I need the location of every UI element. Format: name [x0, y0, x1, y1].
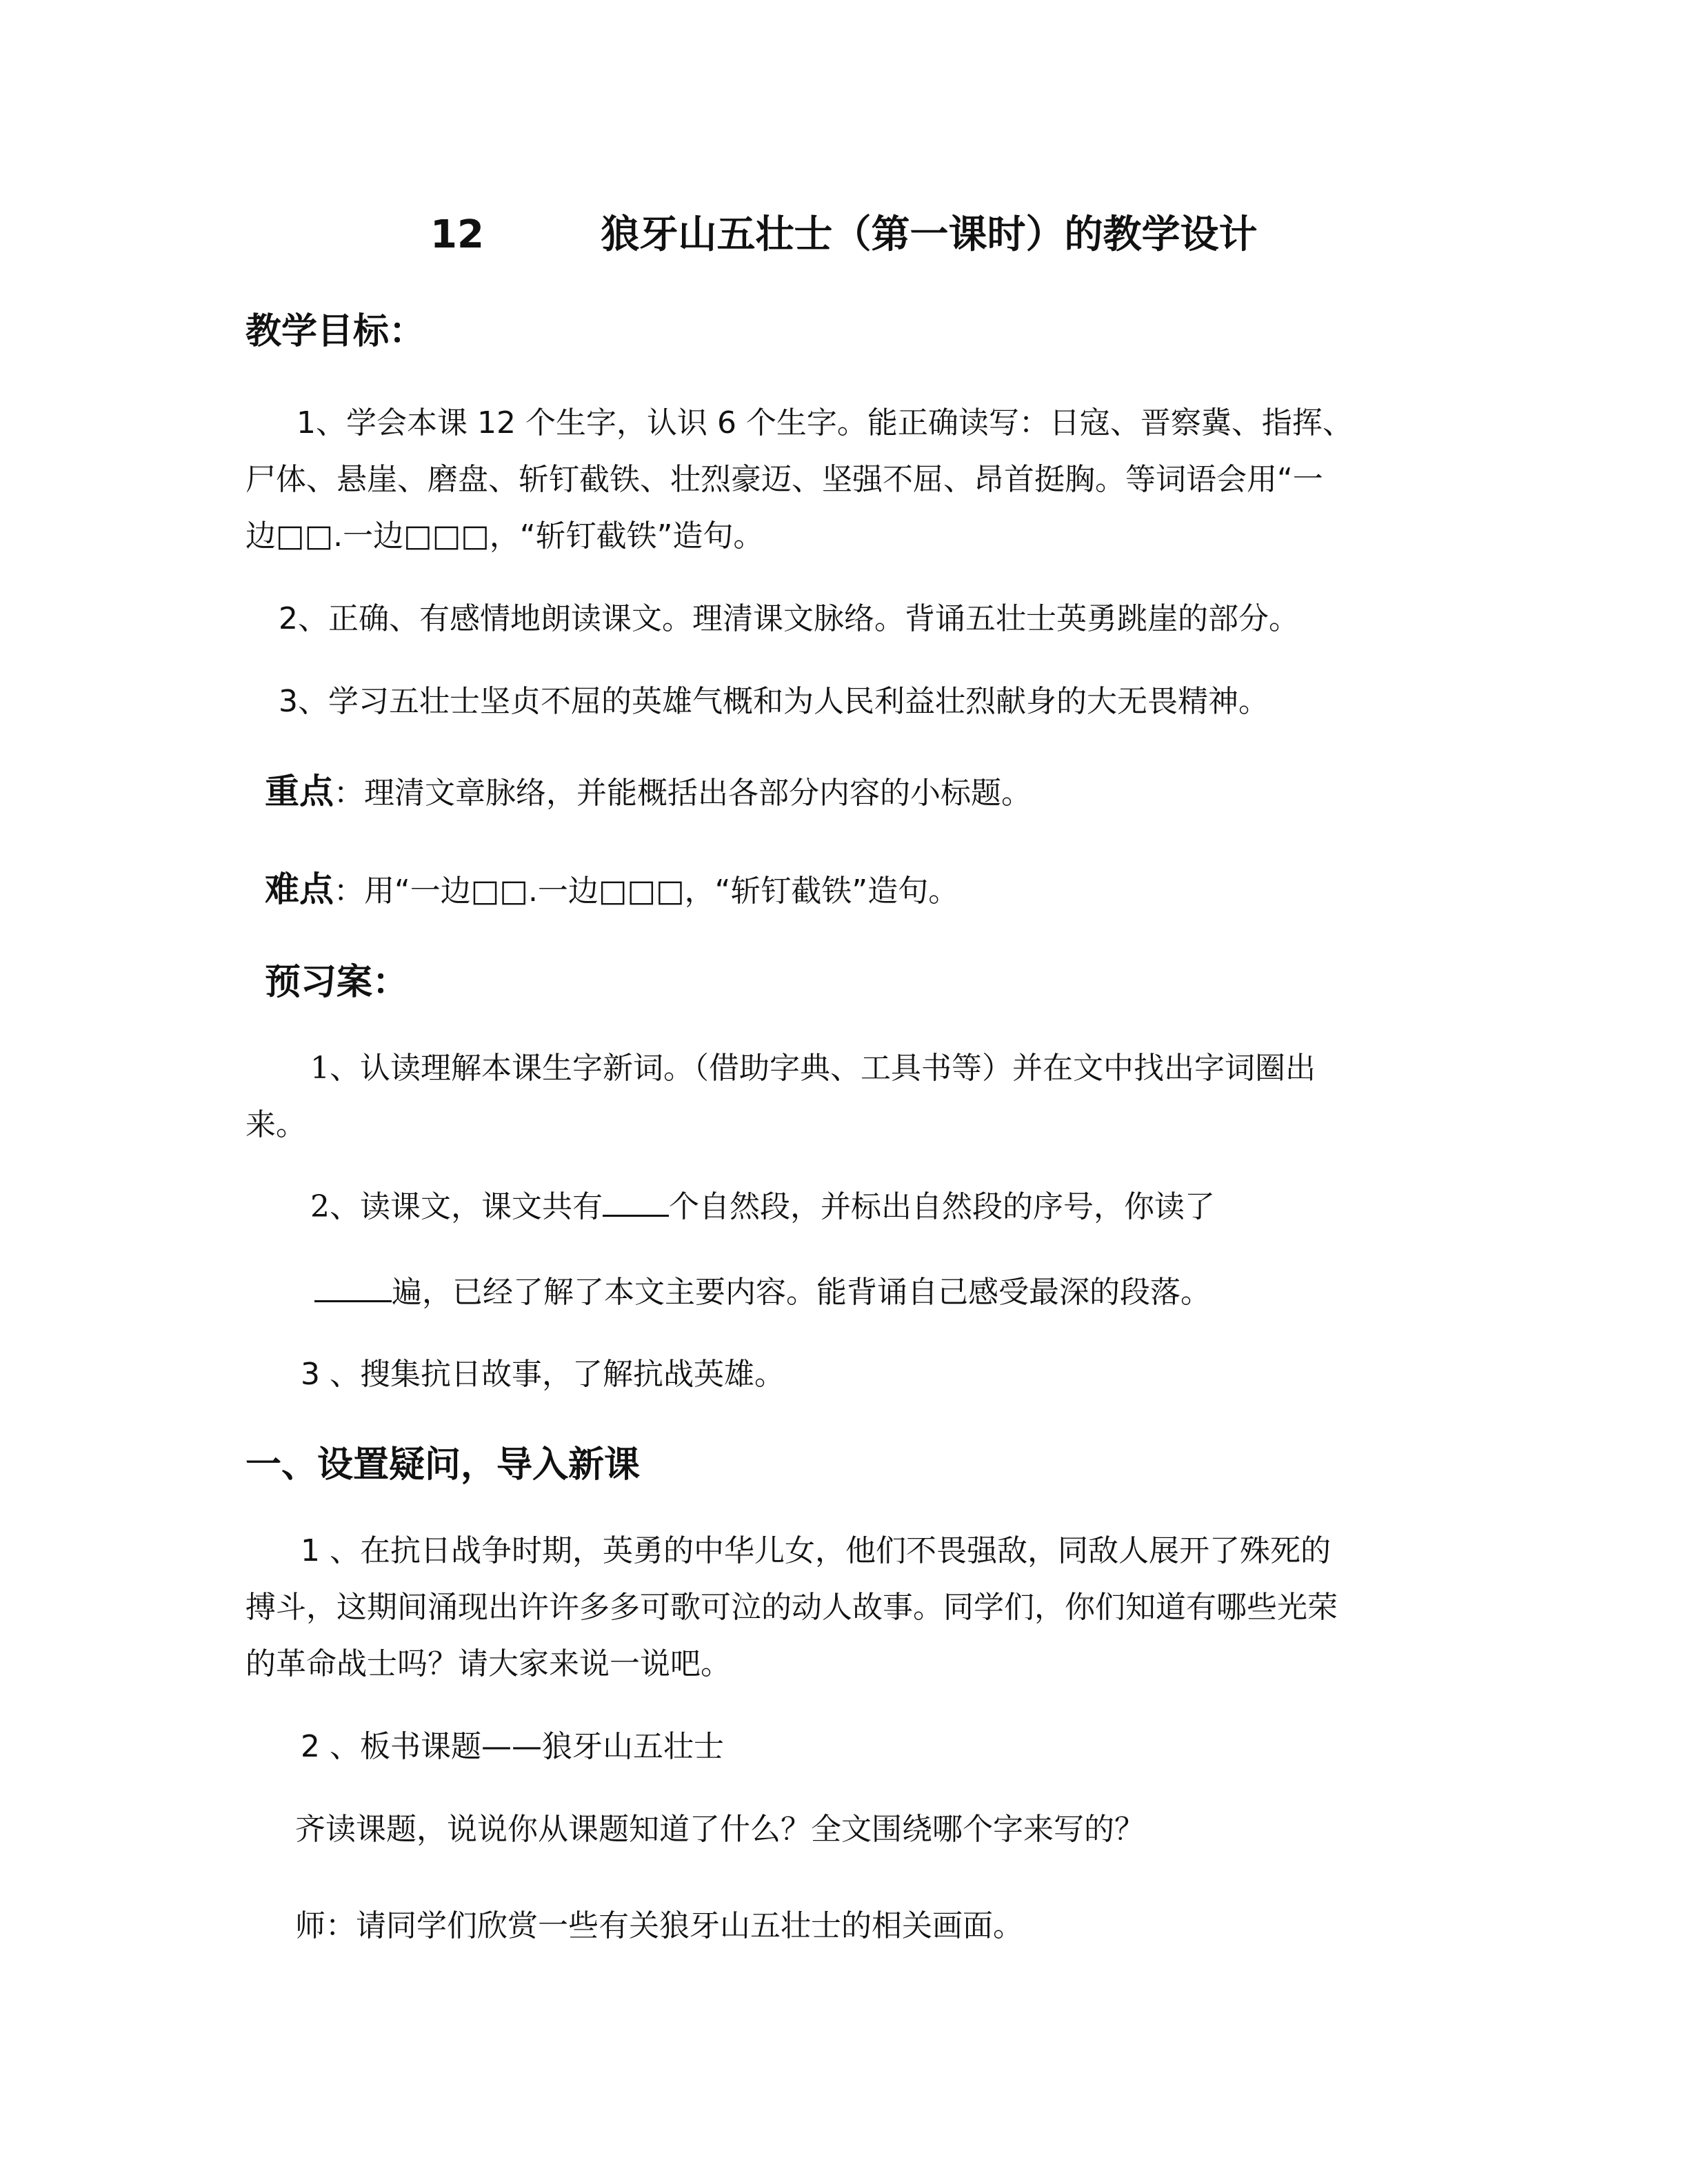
- preview-item-1-number: 1: [310, 1051, 330, 1086]
- preview-item-2-line-1: [310, 1187, 1215, 1226]
- section-1-paragraph-2: 2 、板书课题——狼牙山五壮士: [301, 1729, 724, 1764]
- doc-title: [430, 211, 1257, 259]
- objective-1-line-1: 1、学会本课 12 个生字，认识 6 个生字。能正确读写：日寇、晋察冀、指挥、: [297, 405, 1353, 441]
- difficulty-text: ：用“一边□□.一边□□□，“斩钉截铁”造句。: [334, 873, 959, 909]
- objective-3: 3、学习五壮士坚贞不屈的英雄气概和为人民利益壮烈献身的大无畏精神。: [279, 684, 1269, 719]
- paragraph-count-blank[interactable]: [603, 1187, 669, 1217]
- difficulty: [265, 870, 958, 911]
- preview-item-1-line-1: [310, 1049, 1316, 1088]
- preview-item-3: 3 、搜集抗日故事，了解抗战英雄。: [301, 1357, 785, 1392]
- preview-item-2-text-b: 个自然段，并标出自然段的序号，你读了: [669, 1189, 1215, 1224]
- preview-item-1-line-2: 来。: [245, 1107, 306, 1142]
- preview-item-1-text: 、认读理解本课生字新词。（借助字典、工具书等）并在文中找出字词圈出: [330, 1051, 1316, 1086]
- key-point: [265, 772, 1032, 813]
- title-text: 狼牙山五壮士（第一课时）的教学设计: [601, 212, 1258, 257]
- difficulty-label: 难点: [265, 869, 334, 909]
- preview-item-2-number: 2: [310, 1189, 330, 1224]
- key-point-text: ：理清文章脉络，并能概括出各部分内容的小标题。: [334, 776, 1032, 811]
- preview-heading: 预习案：: [265, 962, 409, 1003]
- section-1-paragraph-1-line-1: 1 、在抗日战争时期，英勇的中华儿女，他们不畏强敌，同敌人展开了殊死的: [301, 1533, 1331, 1568]
- read-count-blank[interactable]: [314, 1273, 392, 1302]
- section-1-paragraph-3: 齐读课题，说说你从课题知道了什么？全文围绕哪个字来写的？: [295, 1812, 1145, 1847]
- preview-item-2-text-a: 、读课文，课文共有: [330, 1189, 603, 1224]
- objective-1-line-3: 边□□.一边□□□，“斩钉截铁”造句。: [245, 518, 764, 554]
- preview-item-2-text-c: 遍，已经了解了本文主要内容。能背诵自己感受最深的段落。: [392, 1275, 1211, 1310]
- preview-item-2-line-2: [314, 1273, 1211, 1312]
- objective-1-line-2: 尸体、悬崖、磨盘、斩钉截铁、壮烈豪迈、坚强不屈、昂首挺胸。等词语会用“一: [245, 462, 1323, 497]
- title-number: 12: [430, 212, 484, 257]
- objective-2: 2、正确、有感情地朗读课文。理清课文脉络。背诵五壮士英勇跳崖的部分。: [279, 601, 1299, 636]
- section-1-paragraph-4: 师：请同学们欣赏一些有关狼牙山五壮士的相关画面。: [295, 1908, 1023, 1943]
- section-1-heading: 一、设置疑问，导入新课: [245, 1444, 641, 1486]
- objectives-heading: 教学目标：: [245, 311, 425, 352]
- section-1-paragraph-1-line-3: 的革命战士吗？请大家来说一说吧。: [245, 1646, 731, 1681]
- key-point-label: 重点: [265, 771, 334, 811]
- section-1-paragraph-1-line-2: 搏斗，这期间涌现出许许多多可歌可泣的动人故事。同学们，你们知道有哪些光荣: [245, 1590, 1338, 1625]
